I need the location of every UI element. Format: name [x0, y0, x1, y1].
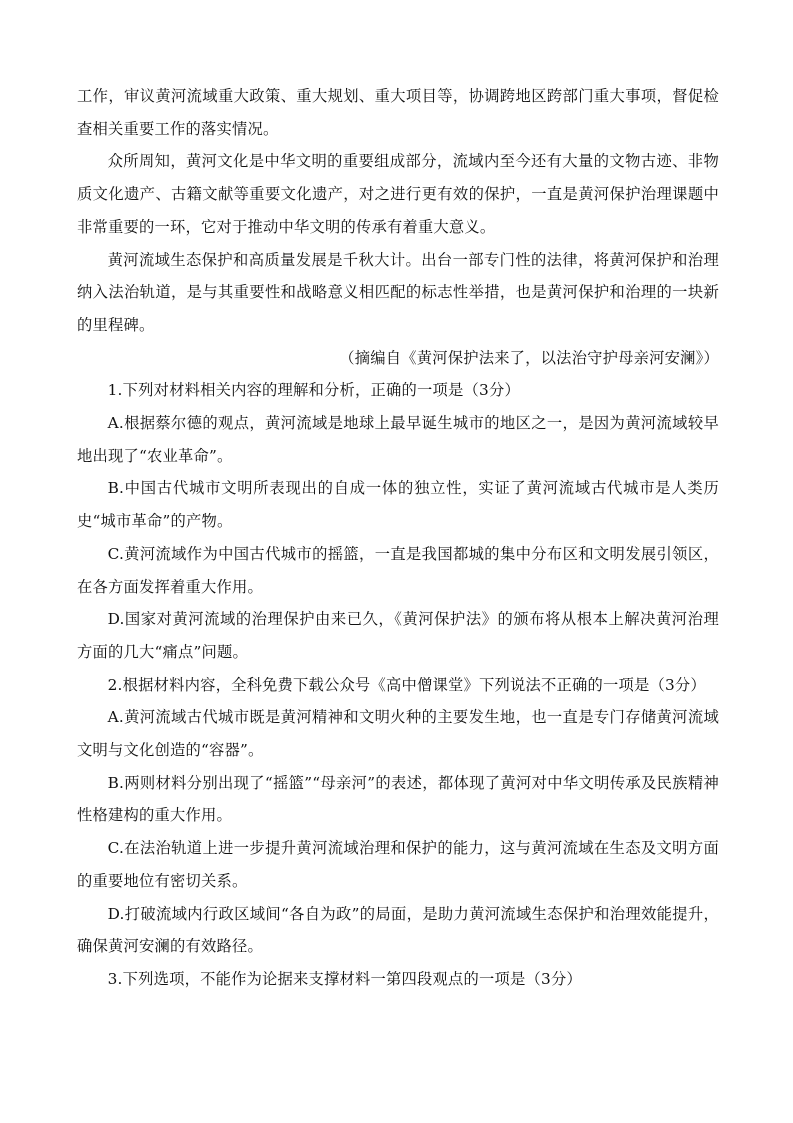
- question-stem: 3.下列选项，不能作为论据来支撑材料一第四段观点的一项是（3分）: [107, 969, 582, 988]
- answer-option: A.黄河流域古代城市既是黄河精神和文明火种的主要发生地，也一直是专门存储黄河流域文明与文化创造的“容器”。: [77, 708, 719, 760]
- answer-option: D.打破流域内行政区域间“各自为政”的局面，是助力黄河流域生态保护和治理效能提升，确保黄河安澜的有效路径。: [77, 904, 719, 956]
- paragraph-continued: 工作，审议黄河流域重大政策、重大规划、重大项目等，协调跨地区跨部门重大事项，督促检查相关重要工作的落实情况。: [77, 87, 719, 138]
- paragraph: 众所周知，黄河文化是中华文明的重要组成部分，流域内至今还有大量的文物古迹、非物质文化遗产、古籍文献等重要文化遗产，对之进行更有效的保护，一直是黄河保护治理课题中非常重要的一环，它对于推动中华文明的传承有着重大意义。: [77, 152, 719, 236]
- answer-option: B.两则材料分别出现了“摇篮”“母亲河”的表述，都体现了黄河对中华文明传承及民族精神性格建构的重大作用。: [77, 773, 719, 825]
- question-stem: 1.下列对材料相关内容的理解和分析，正确的一项是（3分）: [107, 381, 520, 400]
- answer-option: C.在法治轨道上进一步提升黄河流域治理和保护的能力，这与黄河流域在生态及文明方面的重要地位有密切关系。: [77, 839, 719, 890]
- paragraph: 黄河流域生态保护和高质量发展是千秋大计。出台一部专门性的法律，将黄河保护和治理纳入法治轨道，是与其重要性和战略意义相匹配的标志性举措，也是黄河保护和治理的一块新的里程碑。: [77, 250, 719, 334]
- answer-option: D.国家对黄河流域的治理保护由来已久，《黄河保护法》的颁布将从根本上解决黄河治理方面的几大“痛点”问题。: [77, 610, 719, 661]
- answer-option: A.根据蔡尔德的观点，黄河流域是地球上最早诞生城市的地区之一，是因为黄河流域较早地出现了“农业革命”。: [77, 414, 719, 465]
- source-citation: （摘编自《黄河保护法来了，以法治守护母亲河安澜》）: [339, 348, 719, 367]
- document-body: [77, 80, 719, 996]
- question-stem: 2.根据材料内容，全科免费下载公众号《高中僧课堂》下列说法不正确的一项是（3分）: [107, 675, 706, 694]
- answer-option: C.黄河流域作为中国古代城市的摇篮，一直是我国都城的集中分布区和文明发展引领区，在各方面发挥着重大作用。: [77, 544, 719, 596]
- answer-option: B.中国古代城市文明所表现出的自成一体的独立性，实证了黄河流域古代城市是人类历史“城市革命”的产物。: [77, 479, 719, 531]
